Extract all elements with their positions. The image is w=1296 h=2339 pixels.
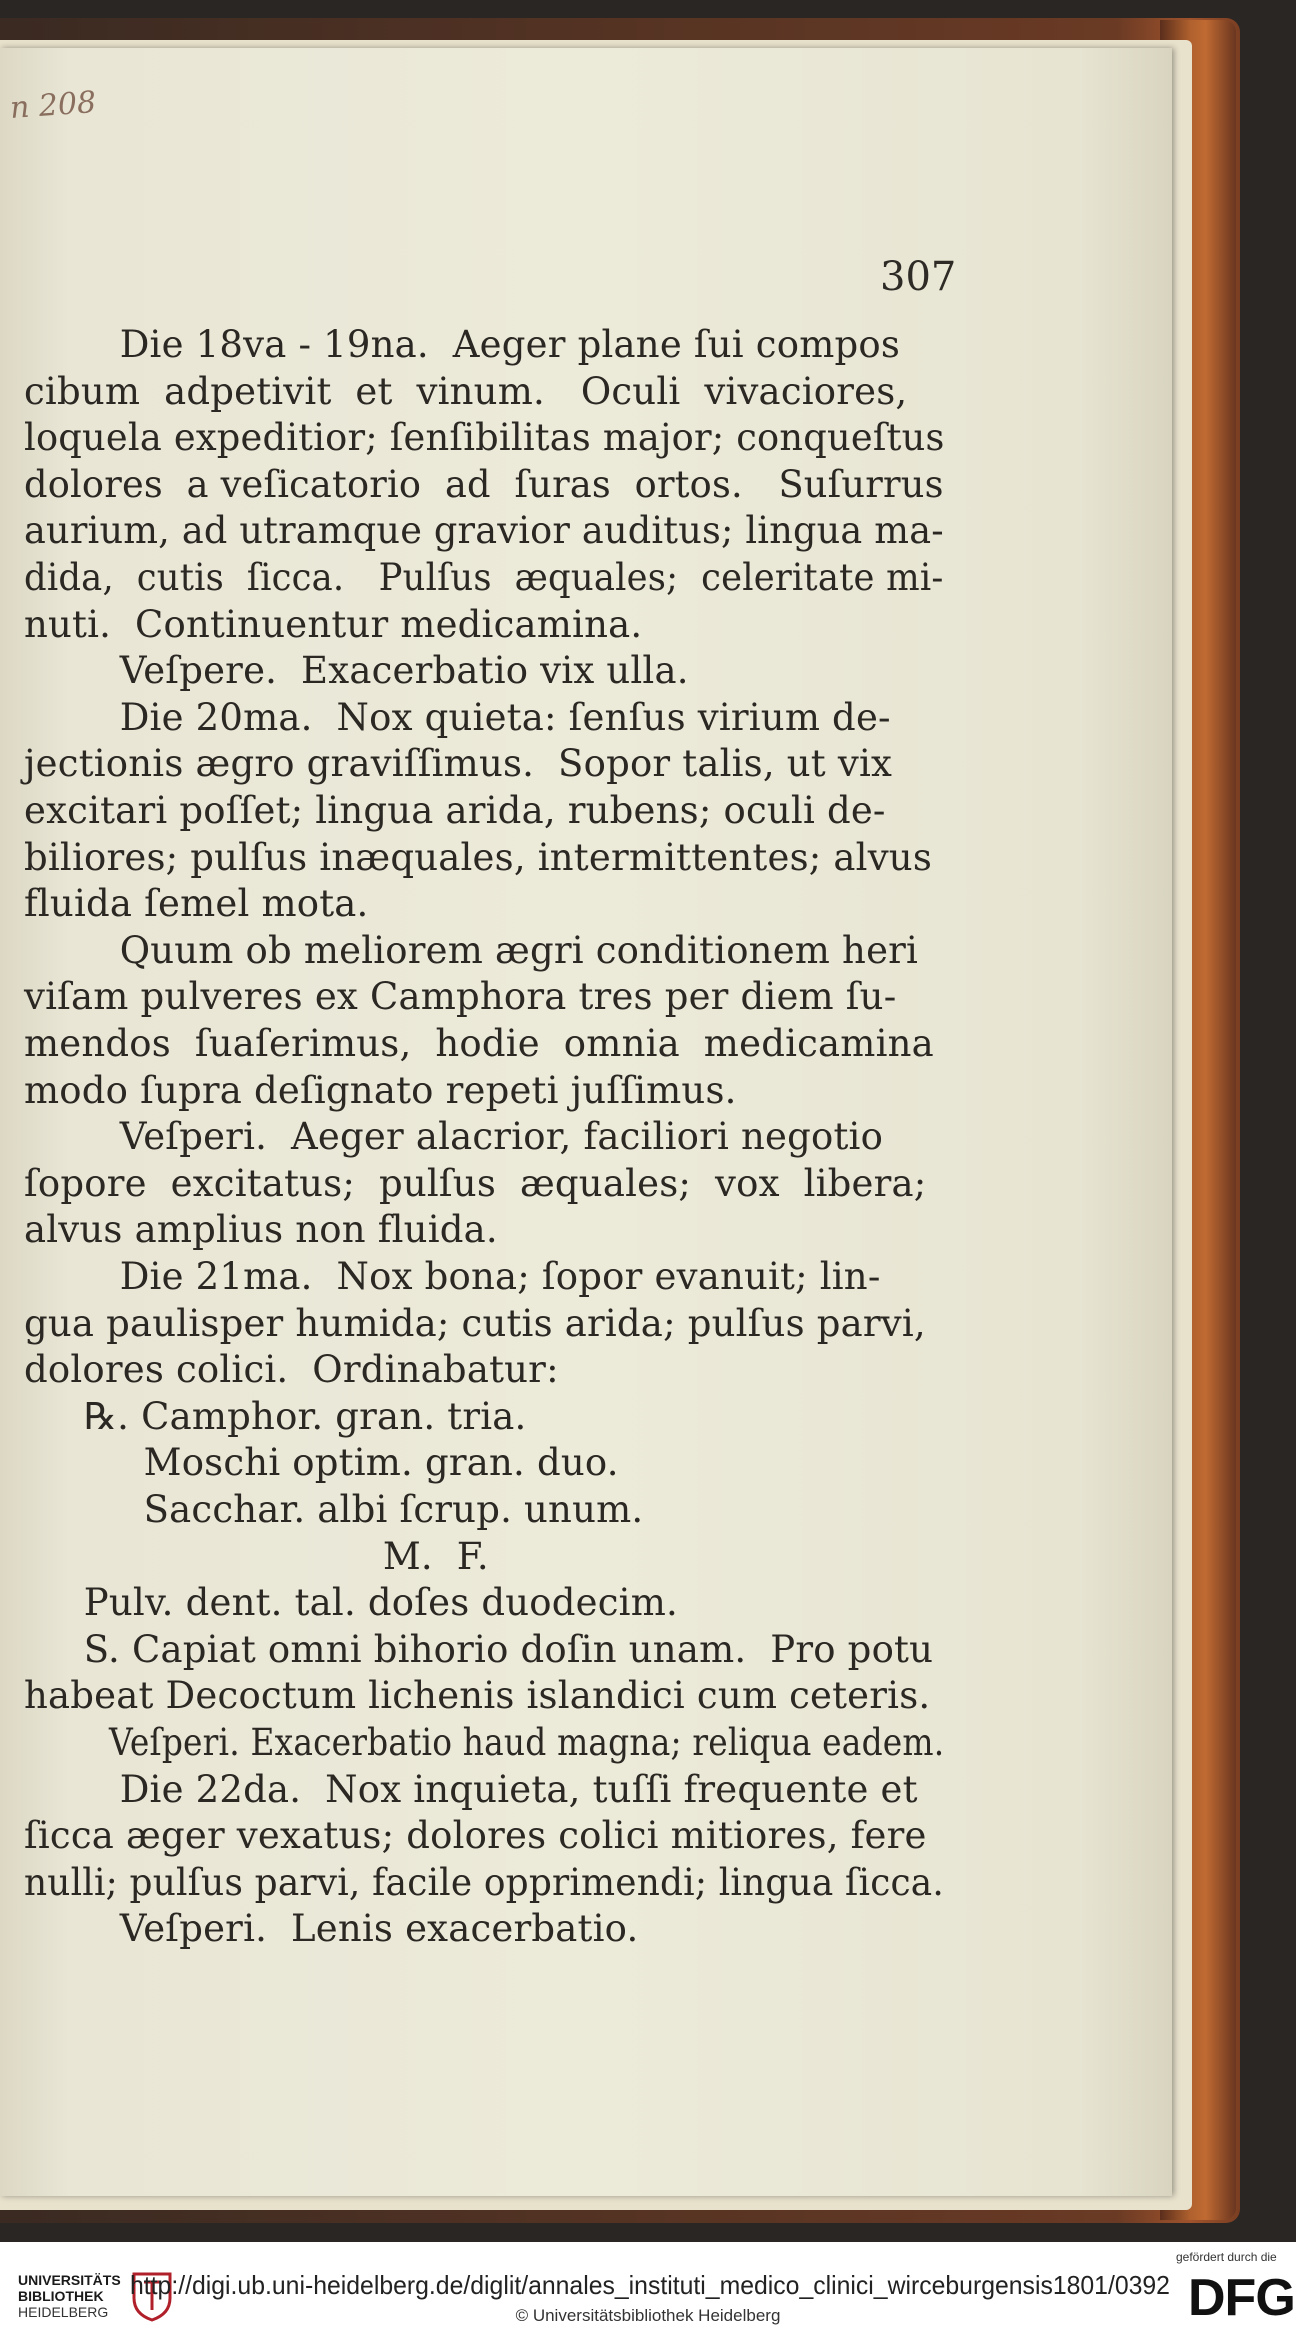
text-line: fluida ſemel mota. xyxy=(24,882,369,926)
text-line: habeat Decoctum lichenis islandici cum ceteris. xyxy=(24,1674,931,1718)
copyright-notice: © Universitätsbibliothek Heidelberg xyxy=(515,2306,781,2325)
text-line: viſam pulveres ex Camphora tres per diem ſu- xyxy=(24,975,897,1019)
text-line: Veſpere. Exacerbatio vix ulla. xyxy=(24,649,689,693)
text-line: ſopore excitatus; pulſus æquales; vox libera; xyxy=(24,1161,927,1205)
text-line: jectionis ægro graviſſimus. Sopor talis, ut vix xyxy=(24,742,893,786)
text-line: dida, cutis ſicca. Pulſus æquales; celeritate mi- xyxy=(24,556,944,599)
text-line: Veſperi. Exacerbatio haud magna; reliqua eadem. xyxy=(24,1721,945,1764)
text-line: Moschi optim. gran. duo. xyxy=(24,1441,619,1485)
text-line: Veſperi. Lenis exacerbatio. xyxy=(24,1907,639,1951)
text-line: ſicca æger vexatus; dolores colici mitiores, fere xyxy=(24,1814,927,1858)
text-line: dolores a veſicatorio ad ſuras ortos. Suſurrus xyxy=(24,462,944,506)
logo-line-2: BIBLIOTHEK xyxy=(18,2288,104,2304)
text-line: gua paulisper humida; cutis arida; pulſus parvi, xyxy=(24,1301,926,1345)
source-url[interactable]: http://digi.ub.uni-heidelberg.de/diglit/annales_instituti_medico_clinici_wirceburgensis1801/0392 xyxy=(130,2270,1170,2300)
text-line: nuti. Continuentur medicamina. xyxy=(24,602,643,646)
text-line: S. Capiat omni bihorio doſin unam. Pro potu xyxy=(24,1627,934,1671)
text-line: Die 22da. Nox inquieta, tuſſi frequente et xyxy=(24,1767,918,1811)
logo-line-1: UNIVERSITÄTS xyxy=(18,2272,121,2288)
text-line: Quum ob meliorem ægri conditionem heri xyxy=(24,928,919,972)
text-line: alvus amplius non fluida. xyxy=(24,1208,498,1252)
text-line: Die 18va - 19na. Aeger plane ſui compos xyxy=(24,323,901,366)
manuscript-note: n 208 xyxy=(8,85,98,126)
text-line: nulli; pulſus parvi, facile opprimendi; lingua ſicca. xyxy=(24,1860,944,1904)
page-number: 307 xyxy=(880,254,957,300)
text-line: excitari poſſet; lingua arida, rubens; oculi de- xyxy=(24,789,886,832)
text-line: dolores colici. Ordinabatur: xyxy=(24,1348,559,1392)
text-line: loquela expeditior; ſenſibilitas major; conqueſtus xyxy=(24,416,945,460)
text-line: Pulv. dent. tal. doſes duodecim. xyxy=(24,1581,678,1625)
text-line: Sacchar. albi ſcrup. unum. xyxy=(24,1488,644,1531)
text-line: cibum adpetivit et vinum. Oculi vivaciores, xyxy=(24,369,908,413)
text-line: biliores; pulſus inæquales, intermittentes; alvus xyxy=(24,835,933,879)
text-line: aurium, ad utramque gravior auditus; lingua ma- xyxy=(24,509,944,553)
text-line: ℞. Camphor. gran. tria. xyxy=(24,1394,527,1438)
text-line: M. F. xyxy=(24,1534,489,1578)
text-line: mendos ſuaſerimus, hodie omnia medicamina xyxy=(24,1022,934,1065)
logo-line-3: HEIDELBERG xyxy=(18,2304,109,2320)
text-line: Die 21ma. Nox bona; ſopor evanuit; lin- xyxy=(24,1255,881,1298)
text-line: modo ſupra deſignato repeti juſſimus. xyxy=(24,1068,737,1112)
dfg-logo: DFG xyxy=(1188,2269,1295,2327)
funding-note: gefördert durch die xyxy=(1176,2250,1277,2264)
text-line: Veſperi. Aeger alacrior, faciliori negotio xyxy=(24,1115,884,1159)
text-line: Die 20ma. Nox quieta: ſenſus virium de- xyxy=(24,695,891,739)
book-page xyxy=(0,48,1172,2196)
